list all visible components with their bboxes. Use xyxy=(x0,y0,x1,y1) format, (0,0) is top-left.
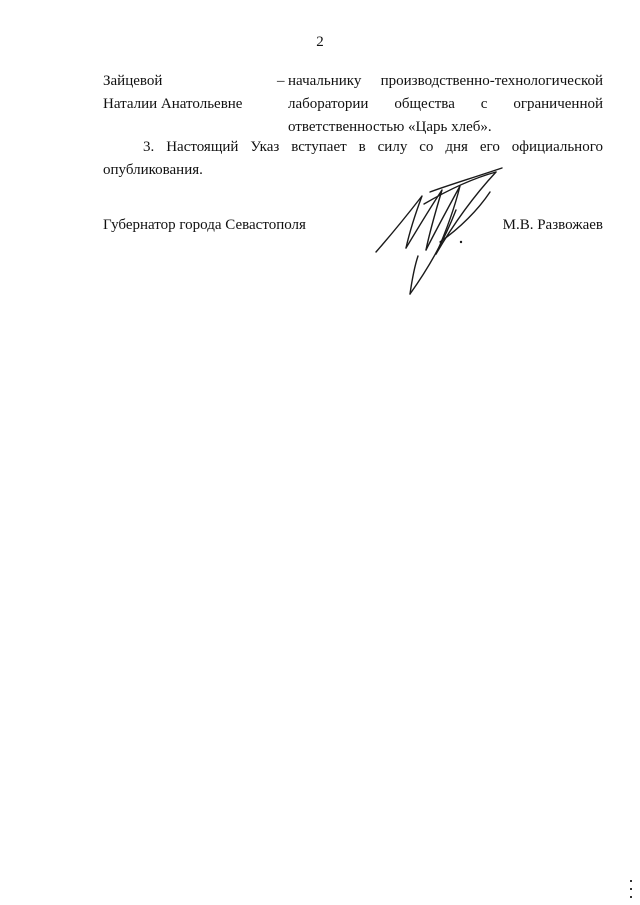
position-line: лаборатории общества с ограниченной xyxy=(288,96,603,112)
signatory-title: Губернатор города Севастополя xyxy=(103,217,306,233)
signatory-name: М.В. Развожаев xyxy=(502,217,603,233)
page-number: 2 xyxy=(316,34,324,50)
scan-edge-marks xyxy=(630,880,634,900)
effective-date-clause: 3. Настоящий Указ вступает в силу со дня его официального опубликования. xyxy=(103,139,603,178)
position-line: начальнику производственно-технологической xyxy=(288,73,603,89)
recipient-surname: Зайцевой xyxy=(103,73,163,89)
entry-dash: – xyxy=(277,73,285,89)
signature-dot xyxy=(460,241,462,243)
handwritten-signature xyxy=(370,150,510,300)
recipient-name xyxy=(103,70,273,116)
recipient-given-names: Наталии Анатольевне xyxy=(103,96,243,112)
recipient-position xyxy=(288,70,603,139)
position-line: ответственностью «Царь хлеб». xyxy=(288,119,492,135)
